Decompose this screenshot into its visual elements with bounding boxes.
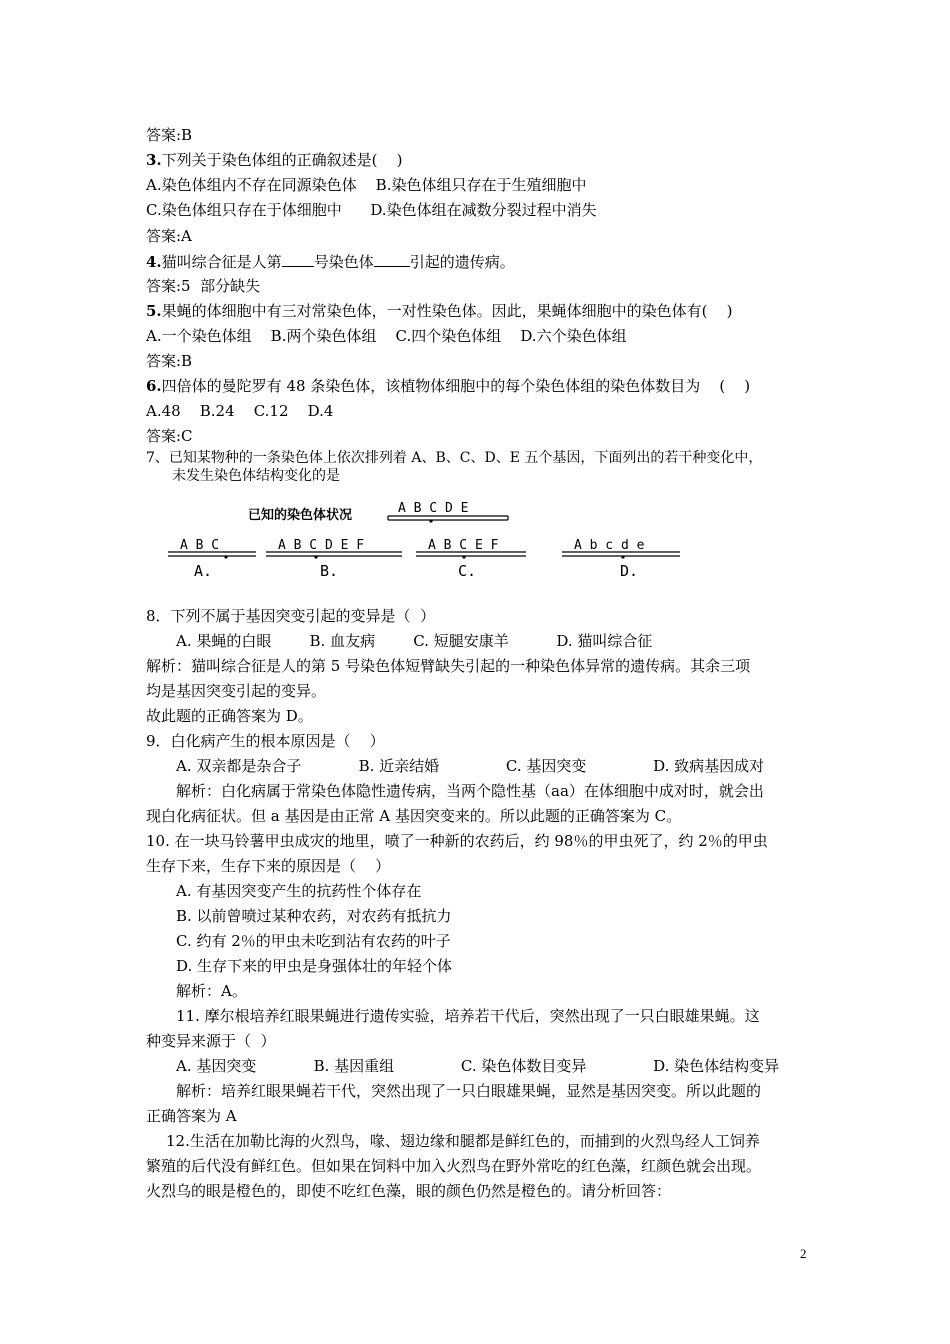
options-row: A. 双亲都是杂合子 B. 近亲结婚 C. 基因突变 D. 致病基因成对: [176, 757, 765, 775]
answer-6: 答案:C: [146, 427, 193, 445]
question-5: [146, 302, 732, 320]
option-d-genes: A b c d e: [574, 538, 645, 553]
question-7: 7、已知某物种的一条染色体上依次排列着 A、B、C、D、E 五个基因，下面列出的若干种变化中，: [146, 450, 763, 466]
question-6: [146, 377, 750, 395]
option-c-label: C.: [458, 562, 477, 580]
question-text: 四倍体的曼陀罗有 48 条染色体，该植物体细胞中的每个染色体组的染色体数目为 ( ): [161, 377, 751, 395]
explanation: 解析：猫叫综合征是人的第 5 号染色体短臂缺失引起的一种染色体异常的遗传病。其余三项: [146, 657, 751, 675]
option-a-label: A.: [194, 562, 213, 580]
question-number: 4.: [146, 253, 162, 271]
question-10-continued: 生存下来，生存下来的原因是（ ）: [146, 857, 391, 875]
option-c: C. 约有 2％的甲虫未吃到沾有农药的叶子: [176, 932, 451, 950]
known-chromosome-label: 已知的染色体状况: [248, 508, 353, 523]
explanation: 解析：白化病属于常染色体隐性遗传病，当两个隐性基（aa）在体细胞中成对时，就会出: [176, 782, 764, 800]
explanation: 解析：A。: [176, 982, 247, 1000]
options-row: A.48 B.24 C.12 D.4: [146, 402, 334, 420]
answer-5: 答案:B: [146, 352, 193, 370]
option-c-chromosome: [416, 538, 526, 580]
question-4: [146, 252, 515, 271]
option-d-label: D.: [620, 562, 639, 580]
question-11-continued: 种变异来源于（ ）: [146, 1032, 276, 1050]
question-12-continued: 繁殖的后代没有鲜红色。但如果在饲料中加入火烈鸟在野外常吃的红色藻，红颜色就会出现。: [146, 1157, 762, 1175]
question-9: 9．白化病产生的根本原因是（ ）: [146, 732, 385, 750]
question-12-continued: 火烈乌的眼是橙色的，即使不吃红色藻，眼的颜色仍然是橙色的。请分析回答：: [146, 1182, 672, 1200]
answer-4: 答案:5 部分缺失: [146, 277, 261, 295]
option-b-genes: A B C D E F: [278, 538, 365, 553]
known-chromosome-bar: [388, 516, 508, 523]
option-a: A. 有基因突变产生的抗药性个体存在: [176, 882, 422, 900]
fill-blank: [282, 252, 314, 267]
fill-blank: [374, 252, 410, 267]
question-8: 8．下列不属于基因突变引起的变异是（ ）: [146, 607, 436, 625]
question-7-continued: 未发生染色体结构变化的是: [172, 468, 340, 484]
explanation: 解析：培养红眼果蝇若干代，突然出现了一只白眼雄果蝇，显然是基因突变。所以此题的: [176, 1082, 762, 1100]
option-a-chromosome: [168, 538, 256, 580]
question-text-part: 号染色体: [313, 253, 374, 271]
question-text: 果蝇的体细胞中有三对常染色体，一对性染色体。因此，果蝇体细胞中的染色体有( ): [161, 302, 733, 320]
chromosome-diagram: [150, 494, 710, 590]
explanation: 均是基因突变引起的变异。: [146, 682, 327, 700]
question-text-part: 猫叫综合征是人第: [161, 253, 282, 271]
options-row: A.染色体组内不存在同源染色体 B.染色体组只存在于生殖细胞中: [146, 176, 587, 194]
option-d: D. 生存下来的甲虫是身强体壮的年轻个体: [176, 957, 453, 975]
question-number: 5.: [146, 302, 162, 320]
known-chromosome-genes: A B C D E: [398, 501, 469, 516]
question-number: 6.: [146, 377, 162, 395]
option-b: B. 以前曾喷过某种农药，对农药有抵抗力: [176, 907, 452, 925]
question-number: 3.: [146, 151, 162, 169]
answer-2: 答案:B: [146, 126, 193, 144]
explanation: 正确答案为 A: [146, 1107, 237, 1125]
question-text: 下列关于染色体组的正确叙述是( ): [161, 151, 403, 169]
question-3: [146, 151, 402, 169]
option-d-chromosome: [562, 538, 680, 580]
page-number: 2: [800, 1246, 807, 1261]
option-b-chromosome: [266, 538, 402, 580]
question-10: 10. 在一块马铃薯甲虫成灾的地里，喷了一种新的农药后，约 98％的甲虫死了，约 2％的甲虫: [146, 832, 768, 850]
explanation: 故此题的正确答案为 D。: [146, 707, 313, 725]
question-11: 11. 摩尔根培养红眼果蝇进行遗传实验，培养若干代后，突然出现了一只白眼雄果蝇。这: [176, 1007, 760, 1025]
question-12: 12.生活在加勒比海的火烈鸟，喙、翅边缘和腿都是鲜红色的，而捕到的火烈鸟经人工饲养: [166, 1132, 760, 1150]
explanation: 现白化病征状。但 a 基因是由正常 A 基因突变来的。所以此题的正确答案为 C。: [146, 807, 682, 825]
option-a-genes: A B C: [180, 538, 220, 553]
options-row: A. 基因突变 B. 基因重组 C. 染色体数目变异 D. 染色体结构变异: [176, 1057, 780, 1075]
option-b-label: B.: [320, 562, 339, 580]
option-c-genes: A B C E F: [428, 538, 499, 553]
options-row: A.一个染色体组 B.两个染色体组 C.四个染色体组 D.六个染色体组: [146, 327, 627, 345]
options-row: A. 果蝇的白眼 B. 血友病 C. 短腿安康羊 D. 猫叫综合征: [176, 632, 653, 650]
question-text-part: 引起的遗传病。: [409, 253, 515, 271]
answer-3: 答案:A: [146, 227, 192, 245]
options-row: C.染色体组只存在于体细胞中 D.染色体组在减数分裂过程中消失: [146, 201, 597, 219]
